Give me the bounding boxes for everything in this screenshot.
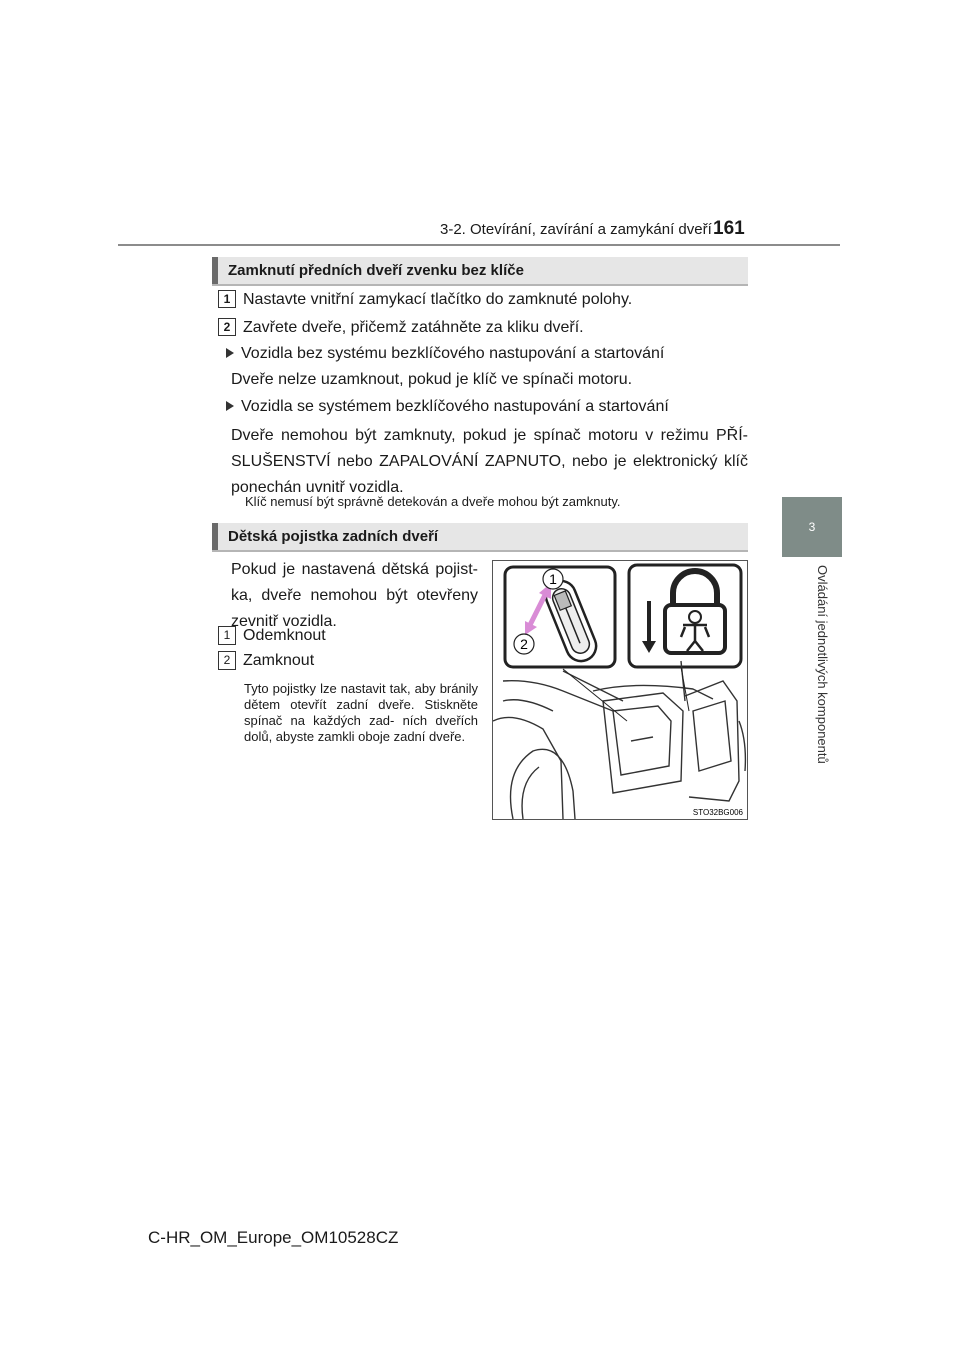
bullet-text: Vozidla bez systému bezklíčového nastupování a startování <box>241 345 665 362</box>
bullet-smart-entry <box>226 396 669 418</box>
running-header: 3-2. Otevírání, zavírání a zamykání dveří <box>440 221 712 238</box>
bullet-text: Vozidla se systémem bezklíčového nastupování a startování <box>241 398 669 415</box>
page-number: 161 <box>713 218 745 239</box>
step-number-2: 2 <box>218 318 236 336</box>
car-rear-door-drawing <box>493 661 745 819</box>
child-lock-illustration <box>492 560 748 820</box>
item-text-unlock: Odemknout <box>243 627 326 644</box>
chapter-number: 3 <box>808 520 816 534</box>
paragraph-smart-entry: Dveře nemohou být zamknuty, pokud je spínač motoru v režimu PŘÍ- SLUŠENSTVÍ nebo ZAPALOVÁNÍ ZAPNUTO, nebo je elektronický klíč ponechán uvnitř vozidla. <box>231 427 748 496</box>
note-detection: Klíč nemusí být správně detekován a dveře mohou být zamknuty. <box>245 494 621 509</box>
step-text-2: Zavřete dveře, přičemž zatáhněte za kliku dveří. <box>243 319 584 336</box>
header-rule <box>118 244 840 246</box>
section-heading-front-lock <box>212 257 748 284</box>
section-heading-child-lock <box>212 523 748 550</box>
step-text-1: Nastavte vnitřní zamykací tlačítko do zamknuté polohy. <box>243 291 633 308</box>
child-lock-note: Tyto pojistky lze nastavit tak, aby bránily dětem otevřít zadní dveře. Stiskněte spínač na každých zad- ních dveřích dolů, abyste zamkli oboje zadní dveře. <box>244 681 478 744</box>
triangle-bullet-icon <box>226 348 234 358</box>
section-heading-text: Dětská pojistka zadních dveří <box>228 528 439 545</box>
callout-1-label: 1 <box>549 571 557 587</box>
triangle-bullet-icon <box>226 401 234 411</box>
section-heading-text: Zamknutí předních dveří zvenku bez klíče <box>228 262 524 279</box>
step-number-1: 1 <box>218 290 236 308</box>
illustration-svg <box>493 561 747 819</box>
item-text-lock: Zamknout <box>243 652 315 669</box>
item-number-2: 2 <box>218 651 236 670</box>
paragraph-no-smart-entry: Dveře nelze uzamknout, pokud je klíč ve spínači motoru. <box>231 371 633 388</box>
callout-2-label: 2 <box>520 636 528 652</box>
document-id-footer: C-HR_OM_Europe_OM10528CZ <box>148 1228 399 1247</box>
item-number-1: 1 <box>218 626 236 645</box>
chapter-tab <box>782 497 842 557</box>
figure-code: STO32BG006 <box>692 808 743 817</box>
chapter-title <box>810 565 832 835</box>
bullet-no-smart-entry <box>226 343 664 365</box>
chapter-title-text: Ovládání jednotlivých komponentů <box>815 565 830 764</box>
child-lock-intro: Pokud je nastavená dětská pojist- ka, dveře nemohou být otevřeny zevnitř vozidla. <box>231 561 478 630</box>
